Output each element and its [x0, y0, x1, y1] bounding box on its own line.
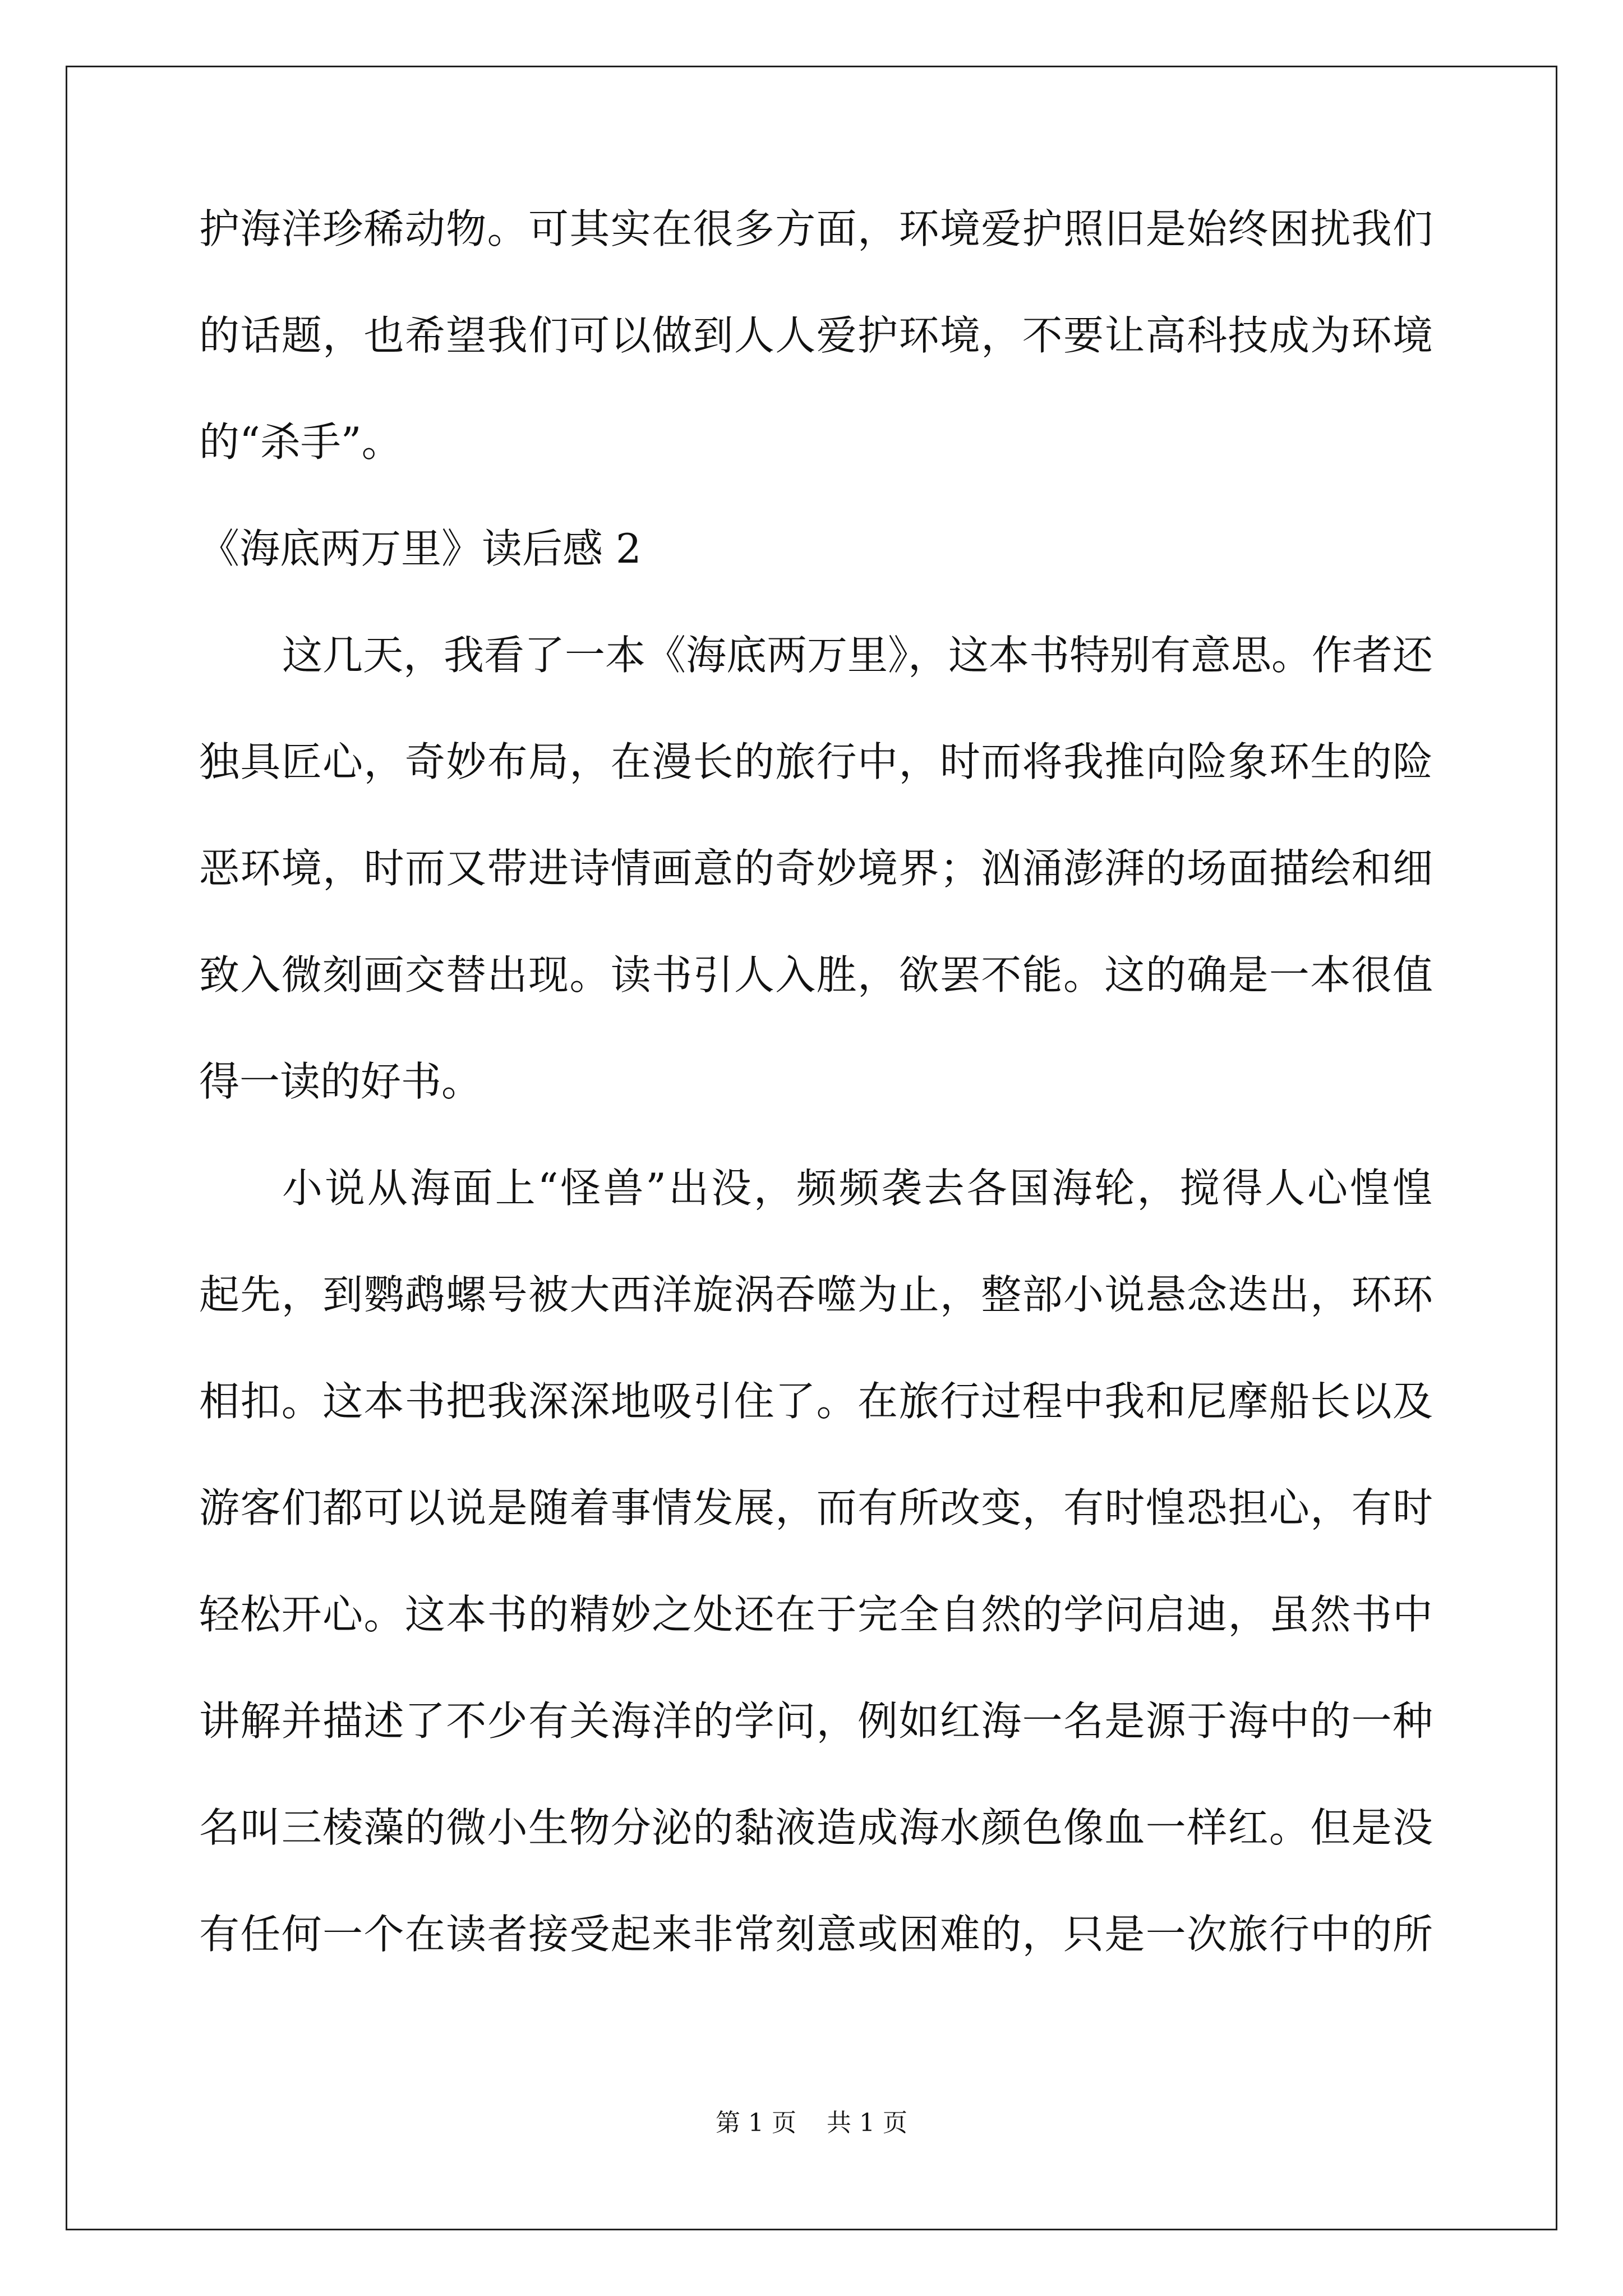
text-line: 恶环境，时而又带进诗情画意的奇妙境界；汹涌澎湃的场面描绘和细 — [199, 845, 1433, 892]
text-line: 轻松开心。这本书的精妙之处还在于完全自然的学问启迪，虽然书中 — [199, 1591, 1433, 1638]
section-heading: 《海底两万里》读后感 2 — [199, 525, 642, 572]
text-line: 这几天，我看了一本《海底两万里》，这本书特别有意思。作者还 — [282, 632, 1433, 679]
text-line: 有任何一个在读者接受起来非常刻意或困难的，只是一次旅行中的所 — [199, 1911, 1433, 1958]
text-line: 护海洋珍稀动物。可其实在很多方面，环境爱护照旧是始终困扰我们 — [199, 205, 1433, 252]
text-line: 讲解并描述了不少有关海洋的学问，例如红海一名是源于海中的一种 — [199, 1697, 1433, 1745]
page-total: 共 1 页 — [827, 2109, 907, 2137]
text-line: 的话题，也希望我们可以做到人人爱护环境，不要让高科技成为环境 — [199, 312, 1433, 359]
page-number: 第 1 页 — [716, 2109, 796, 2137]
paragraph — [199, 632, 1433, 1168]
text-line: 的“杀手”。 — [199, 418, 402, 466]
text-line: 起先，到鹦鹉螺号被大西洋旋涡吞噬为止，整部小说悬念迭出，环环 — [199, 1271, 1433, 1318]
page-footer — [0, 2111, 1623, 2136]
paragraph — [199, 205, 1433, 528]
document-body — [199, 205, 1433, 2021]
text-line: 游客们都可以说是随着事情发展，而有所改变，有时惶恐担心，有时 — [199, 1484, 1433, 1531]
text-line: 独具匠心，奇妙布局，在漫长的旅行中，时而将我推向险象环生的险 — [199, 738, 1433, 785]
text-line: 致入微刻画交替出现。读书引人入胜，欲罢不能。这的确是一本很值 — [199, 951, 1433, 999]
text-line: 相扣。这本书把我深深地吸引住了。在旅行过程中我和尼摩船长以及 — [199, 1378, 1433, 1425]
paragraph — [199, 1165, 1433, 2021]
text-line: 名叫三棱藻的微小生物分泌的黏液造成海水颜色像血一样红。但是没 — [199, 1804, 1433, 1851]
text-line: 小说从海面上“怪兽”出没，频频袭去各国海轮，搅得人心惶惶 — [282, 1165, 1433, 1212]
text-line: 得一读的好书。 — [199, 1058, 482, 1105]
